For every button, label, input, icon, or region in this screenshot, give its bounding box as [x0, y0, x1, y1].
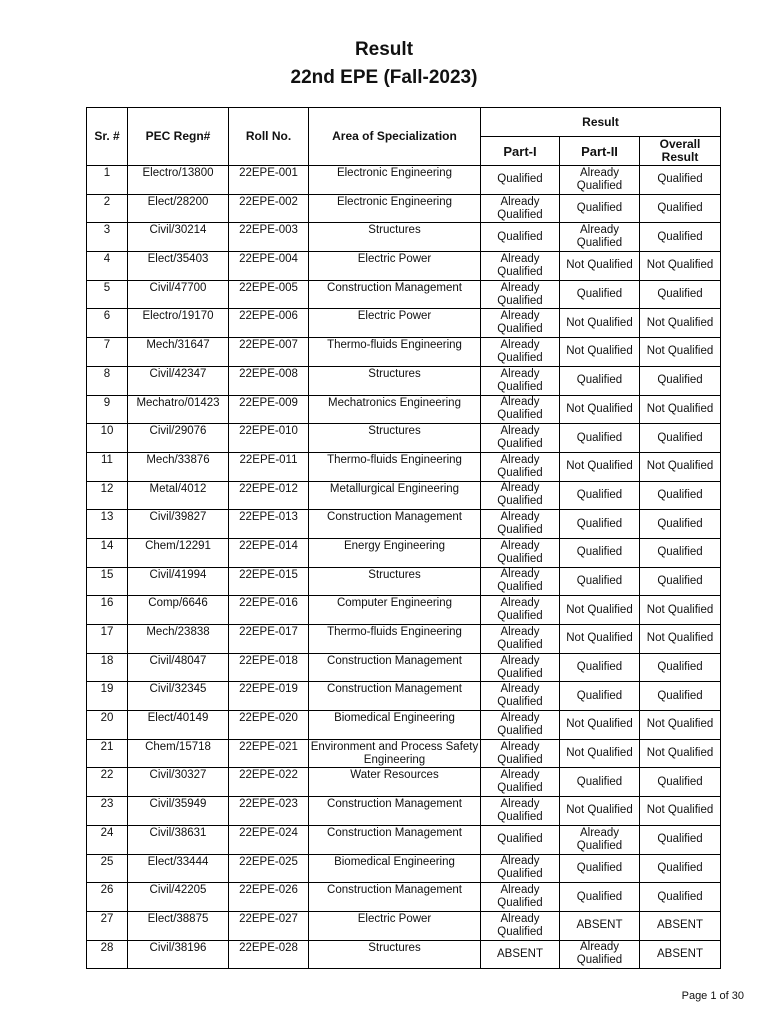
cell-roll-no: 22EPE-011 — [229, 452, 309, 481]
cell-roll-no: 22EPE-009 — [229, 395, 309, 424]
cell-part2: Qualified — [560, 653, 640, 682]
table-row — [87, 596, 721, 625]
cell-overall: Qualified — [640, 280, 721, 309]
cell-roll-no: 22EPE-020 — [229, 711, 309, 740]
table-row — [87, 825, 721, 854]
cell-overall: Not Qualified — [640, 739, 721, 768]
cell-part2: Not Qualified — [560, 452, 640, 481]
cell-overall: Qualified — [640, 538, 721, 567]
table-row — [87, 567, 721, 596]
cell-roll-no: 22EPE-006 — [229, 309, 309, 338]
cell-roll-no: 22EPE-008 — [229, 366, 309, 395]
cell-part2: Qualified — [560, 883, 640, 912]
cell-overall: Qualified — [640, 366, 721, 395]
cell-pec-regn: Elect/40149 — [128, 711, 229, 740]
cell-pec-regn: Civil/29076 — [128, 424, 229, 453]
cell-roll-no: 22EPE-021 — [229, 739, 309, 768]
cell-part2: Not Qualified — [560, 338, 640, 367]
cell-overall: Qualified — [640, 510, 721, 539]
cell-sr: 8 — [87, 366, 128, 395]
cell-roll-no: 22EPE-017 — [229, 625, 309, 654]
cell-sr: 15 — [87, 567, 128, 596]
table-row — [87, 768, 721, 797]
cell-roll-no: 22EPE-018 — [229, 653, 309, 682]
cell-pec-regn: Civil/30327 — [128, 768, 229, 797]
table-row — [87, 682, 721, 711]
table-row — [87, 940, 721, 969]
cell-roll-no: 22EPE-028 — [229, 940, 309, 969]
cell-sr: 7 — [87, 338, 128, 367]
cell-part1: Already Qualified — [481, 280, 560, 309]
cell-pec-regn: Mech/31647 — [128, 338, 229, 367]
cell-pec-regn: Civil/47700 — [128, 280, 229, 309]
cell-part2: Not Qualified — [560, 625, 640, 654]
cell-area: Construction Management — [309, 653, 481, 682]
cell-part2: Qualified — [560, 510, 640, 539]
cell-overall: Qualified — [640, 653, 721, 682]
page-number: Page 1 of 30 — [681, 990, 744, 1002]
table-row — [87, 883, 721, 912]
cell-area: Thermo-fluids Engineering — [309, 625, 481, 654]
cell-pec-regn: Civil/38631 — [128, 825, 229, 854]
cell-part1: Already Qualified — [481, 682, 560, 711]
cell-pec-regn: Mech/23838 — [128, 625, 229, 654]
cell-overall: ABSENT — [640, 911, 721, 940]
cell-roll-no: 22EPE-025 — [229, 854, 309, 883]
table-row — [87, 653, 721, 682]
cell-pec-regn: Civil/42205 — [128, 883, 229, 912]
table-row — [87, 911, 721, 940]
cell-sr: 23 — [87, 797, 128, 826]
cell-roll-no: 22EPE-026 — [229, 883, 309, 912]
cell-pec-regn: Elect/28200 — [128, 194, 229, 223]
table-row — [87, 424, 721, 453]
cell-sr: 4 — [87, 252, 128, 281]
cell-roll-no: 22EPE-012 — [229, 481, 309, 510]
cell-area: Construction Management — [309, 510, 481, 539]
col-header-part2: Part-II — [560, 137, 640, 166]
page-subtitle: 22nd EPE (Fall-2023) — [290, 67, 478, 88]
cell-area: Biomedical Engineering — [309, 711, 481, 740]
cell-roll-no: 22EPE-019 — [229, 682, 309, 711]
cell-area: Construction Management — [309, 883, 481, 912]
cell-area: Structures — [309, 366, 481, 395]
cell-pec-regn: Comp/6646 — [128, 596, 229, 625]
cell-area: Construction Management — [309, 682, 481, 711]
table-row — [87, 854, 721, 883]
table-row — [87, 739, 721, 768]
cell-part2: Qualified — [560, 481, 640, 510]
cell-overall: Qualified — [640, 424, 721, 453]
cell-roll-no: 22EPE-007 — [229, 338, 309, 367]
cell-sr: 25 — [87, 854, 128, 883]
cell-part1: Already Qualified — [481, 424, 560, 453]
cell-part2: Qualified — [560, 366, 640, 395]
cell-part2: Already Qualified — [560, 223, 640, 252]
cell-part1: Already Qualified — [481, 768, 560, 797]
col-header-result: Result — [481, 108, 721, 137]
cell-overall: Not Qualified — [640, 309, 721, 338]
cell-pec-regn: Elect/35403 — [128, 252, 229, 281]
table-row — [87, 481, 721, 510]
cell-sr: 27 — [87, 911, 128, 940]
cell-sr: 14 — [87, 538, 128, 567]
cell-sr: 9 — [87, 395, 128, 424]
cell-pec-regn: Civil/32345 — [128, 682, 229, 711]
cell-roll-no: 22EPE-014 — [229, 538, 309, 567]
cell-part2: Already Qualified — [560, 940, 640, 969]
cell-overall: Qualified — [640, 825, 721, 854]
cell-pec-regn: Electro/19170 — [128, 309, 229, 338]
table-row — [87, 338, 721, 367]
cell-area: Structures — [309, 567, 481, 596]
cell-pec-regn: Elect/33444 — [128, 854, 229, 883]
cell-area: Electric Power — [309, 309, 481, 338]
cell-part2: Not Qualified — [560, 797, 640, 826]
cell-area: Electronic Engineering — [309, 194, 481, 223]
cell-sr: 10 — [87, 424, 128, 453]
cell-part2: Not Qualified — [560, 395, 640, 424]
cell-part1: Already Qualified — [481, 366, 560, 395]
cell-sr: 6 — [87, 309, 128, 338]
cell-pec-regn: Civil/39827 — [128, 510, 229, 539]
table-row — [87, 797, 721, 826]
cell-sr: 13 — [87, 510, 128, 539]
cell-part1: Already Qualified — [481, 854, 560, 883]
cell-roll-no: 22EPE-027 — [229, 911, 309, 940]
cell-part2: Not Qualified — [560, 711, 640, 740]
cell-part1: Already Qualified — [481, 625, 560, 654]
cell-sr: 19 — [87, 682, 128, 711]
cell-area: Electric Power — [309, 252, 481, 281]
cell-overall: Not Qualified — [640, 252, 721, 281]
cell-overall: Qualified — [640, 883, 721, 912]
cell-part2: Not Qualified — [560, 252, 640, 281]
cell-overall: Qualified — [640, 567, 721, 596]
cell-overall: Qualified — [640, 682, 721, 711]
cell-overall: Qualified — [640, 166, 721, 195]
table-row — [87, 252, 721, 281]
col-header-pec: PEC Regn# — [128, 108, 229, 166]
cell-part2: Already Qualified — [560, 825, 640, 854]
cell-roll-no: 22EPE-022 — [229, 768, 309, 797]
cell-roll-no: 22EPE-004 — [229, 252, 309, 281]
cell-part1: ABSENT — [481, 940, 560, 969]
cell-roll-no: 22EPE-013 — [229, 510, 309, 539]
cell-roll-no: 22EPE-010 — [229, 424, 309, 453]
cell-sr: 1 — [87, 166, 128, 195]
cell-overall: Not Qualified — [640, 452, 721, 481]
cell-overall: Not Qualified — [640, 338, 721, 367]
cell-area: Thermo-fluids Engineering — [309, 452, 481, 481]
cell-part1: Already Qualified — [481, 481, 560, 510]
cell-part2: Not Qualified — [560, 596, 640, 625]
cell-roll-no: 22EPE-005 — [229, 280, 309, 309]
cell-sr: 2 — [87, 194, 128, 223]
table-row — [87, 280, 721, 309]
cell-overall: Not Qualified — [640, 711, 721, 740]
cell-part1: Already Qualified — [481, 911, 560, 940]
cell-pec-regn: Civil/30214 — [128, 223, 229, 252]
col-header-overall: Overall Result — [640, 137, 721, 166]
cell-sr: 17 — [87, 625, 128, 654]
cell-pec-regn: Chem/15718 — [128, 739, 229, 768]
cell-overall: Qualified — [640, 194, 721, 223]
cell-sr: 20 — [87, 711, 128, 740]
page-title: Result — [354, 39, 414, 60]
cell-area: Structures — [309, 940, 481, 969]
cell-part2: Not Qualified — [560, 309, 640, 338]
cell-roll-no: 22EPE-024 — [229, 825, 309, 854]
cell-pec-regn: Electro/13800 — [128, 166, 229, 195]
cell-area: Environment and Process Safety Engineering — [309, 739, 481, 768]
cell-part1: Qualified — [481, 223, 560, 252]
cell-overall: Qualified — [640, 481, 721, 510]
cell-part1: Qualified — [481, 825, 560, 854]
cell-part1: Already Qualified — [481, 797, 560, 826]
cell-overall: Not Qualified — [640, 797, 721, 826]
cell-pec-regn: Civil/38196 — [128, 940, 229, 969]
cell-area: Structures — [309, 424, 481, 453]
table-row — [87, 194, 721, 223]
cell-part2: Qualified — [560, 854, 640, 883]
table-row — [87, 223, 721, 252]
cell-pec-regn: Mech/33876 — [128, 452, 229, 481]
cell-part2: Qualified — [560, 280, 640, 309]
cell-sr: 28 — [87, 940, 128, 969]
cell-pec-regn: Elect/38875 — [128, 911, 229, 940]
cell-overall: Qualified — [640, 223, 721, 252]
table-row — [87, 309, 721, 338]
cell-area: Mechatronics Engineering — [309, 395, 481, 424]
cell-part2: Qualified — [560, 424, 640, 453]
cell-area: Structures — [309, 223, 481, 252]
cell-part1: Already Qualified — [481, 510, 560, 539]
cell-part1: Already Qualified — [481, 567, 560, 596]
cell-part2: Qualified — [560, 768, 640, 797]
cell-part2: Qualified — [560, 567, 640, 596]
table-row — [87, 395, 721, 424]
col-header-roll: Roll No. — [229, 108, 309, 166]
cell-roll-no: 22EPE-015 — [229, 567, 309, 596]
cell-part1: Already Qualified — [481, 653, 560, 682]
cell-part1: Already Qualified — [481, 452, 560, 481]
table-row — [87, 366, 721, 395]
cell-area: Construction Management — [309, 280, 481, 309]
cell-part1: Already Qualified — [481, 739, 560, 768]
cell-part1: Already Qualified — [481, 194, 560, 223]
cell-pec-regn: Civil/48047 — [128, 653, 229, 682]
cell-sr: 18 — [87, 653, 128, 682]
col-header-area: Area of Specialization — [309, 108, 481, 166]
cell-part2: Already Qualified — [560, 166, 640, 195]
table-row — [87, 625, 721, 654]
cell-roll-no: 22EPE-023 — [229, 797, 309, 826]
cell-sr: 12 — [87, 481, 128, 510]
cell-area: Biomedical Engineering — [309, 854, 481, 883]
table-row — [87, 538, 721, 567]
cell-area: Thermo-fluids Engineering — [309, 338, 481, 367]
cell-part2: Not Qualified — [560, 739, 640, 768]
cell-overall: Not Qualified — [640, 395, 721, 424]
cell-part2: Qualified — [560, 682, 640, 711]
cell-sr: 21 — [87, 739, 128, 768]
cell-roll-no: 22EPE-002 — [229, 194, 309, 223]
cell-part1: Already Qualified — [481, 596, 560, 625]
cell-overall: Not Qualified — [640, 625, 721, 654]
cell-area: Electronic Engineering — [309, 166, 481, 195]
cell-pec-regn: Mechatro/01423 — [128, 395, 229, 424]
cell-area: Energy Engineering — [309, 538, 481, 567]
cell-overall: Not Qualified — [640, 596, 721, 625]
cell-sr: 3 — [87, 223, 128, 252]
cell-part1: Already Qualified — [481, 395, 560, 424]
cell-part1: Already Qualified — [481, 338, 560, 367]
cell-roll-no: 22EPE-003 — [229, 223, 309, 252]
cell-part1: Already Qualified — [481, 711, 560, 740]
cell-part1: Qualified — [481, 166, 560, 195]
cell-part2: Qualified — [560, 538, 640, 567]
cell-part1: Already Qualified — [481, 883, 560, 912]
results-table — [86, 107, 721, 969]
cell-sr: 22 — [87, 768, 128, 797]
cell-part1: Already Qualified — [481, 538, 560, 567]
cell-overall: ABSENT — [640, 940, 721, 969]
cell-sr: 11 — [87, 452, 128, 481]
table-row — [87, 166, 721, 195]
col-header-sr: Sr. # — [87, 108, 128, 166]
cell-part1: Already Qualified — [481, 252, 560, 281]
cell-overall: Qualified — [640, 768, 721, 797]
cell-roll-no: 22EPE-016 — [229, 596, 309, 625]
cell-sr: 5 — [87, 280, 128, 309]
cell-sr: 24 — [87, 825, 128, 854]
cell-pec-regn: Civil/42347 — [128, 366, 229, 395]
table-row — [87, 711, 721, 740]
cell-area: Metallurgical Engineering — [309, 481, 481, 510]
cell-sr: 26 — [87, 883, 128, 912]
cell-pec-regn: Chem/12291 — [128, 538, 229, 567]
cell-part1: Already Qualified — [481, 309, 560, 338]
cell-overall: Qualified — [640, 854, 721, 883]
cell-area: Construction Management — [309, 825, 481, 854]
cell-roll-no: 22EPE-001 — [229, 166, 309, 195]
cell-pec-regn: Metal/4012 — [128, 481, 229, 510]
cell-area: Computer Engineering — [309, 596, 481, 625]
cell-part2: ABSENT — [560, 911, 640, 940]
cell-area: Water Resources — [309, 768, 481, 797]
cell-pec-regn: Civil/41994 — [128, 567, 229, 596]
cell-pec-regn: Civil/35949 — [128, 797, 229, 826]
cell-area: Electric Power — [309, 911, 481, 940]
table-row — [87, 510, 721, 539]
col-header-part1: Part-I — [481, 137, 560, 166]
table-row — [87, 452, 721, 481]
cell-sr: 16 — [87, 596, 128, 625]
cell-part2: Qualified — [560, 194, 640, 223]
cell-area: Construction Management — [309, 797, 481, 826]
